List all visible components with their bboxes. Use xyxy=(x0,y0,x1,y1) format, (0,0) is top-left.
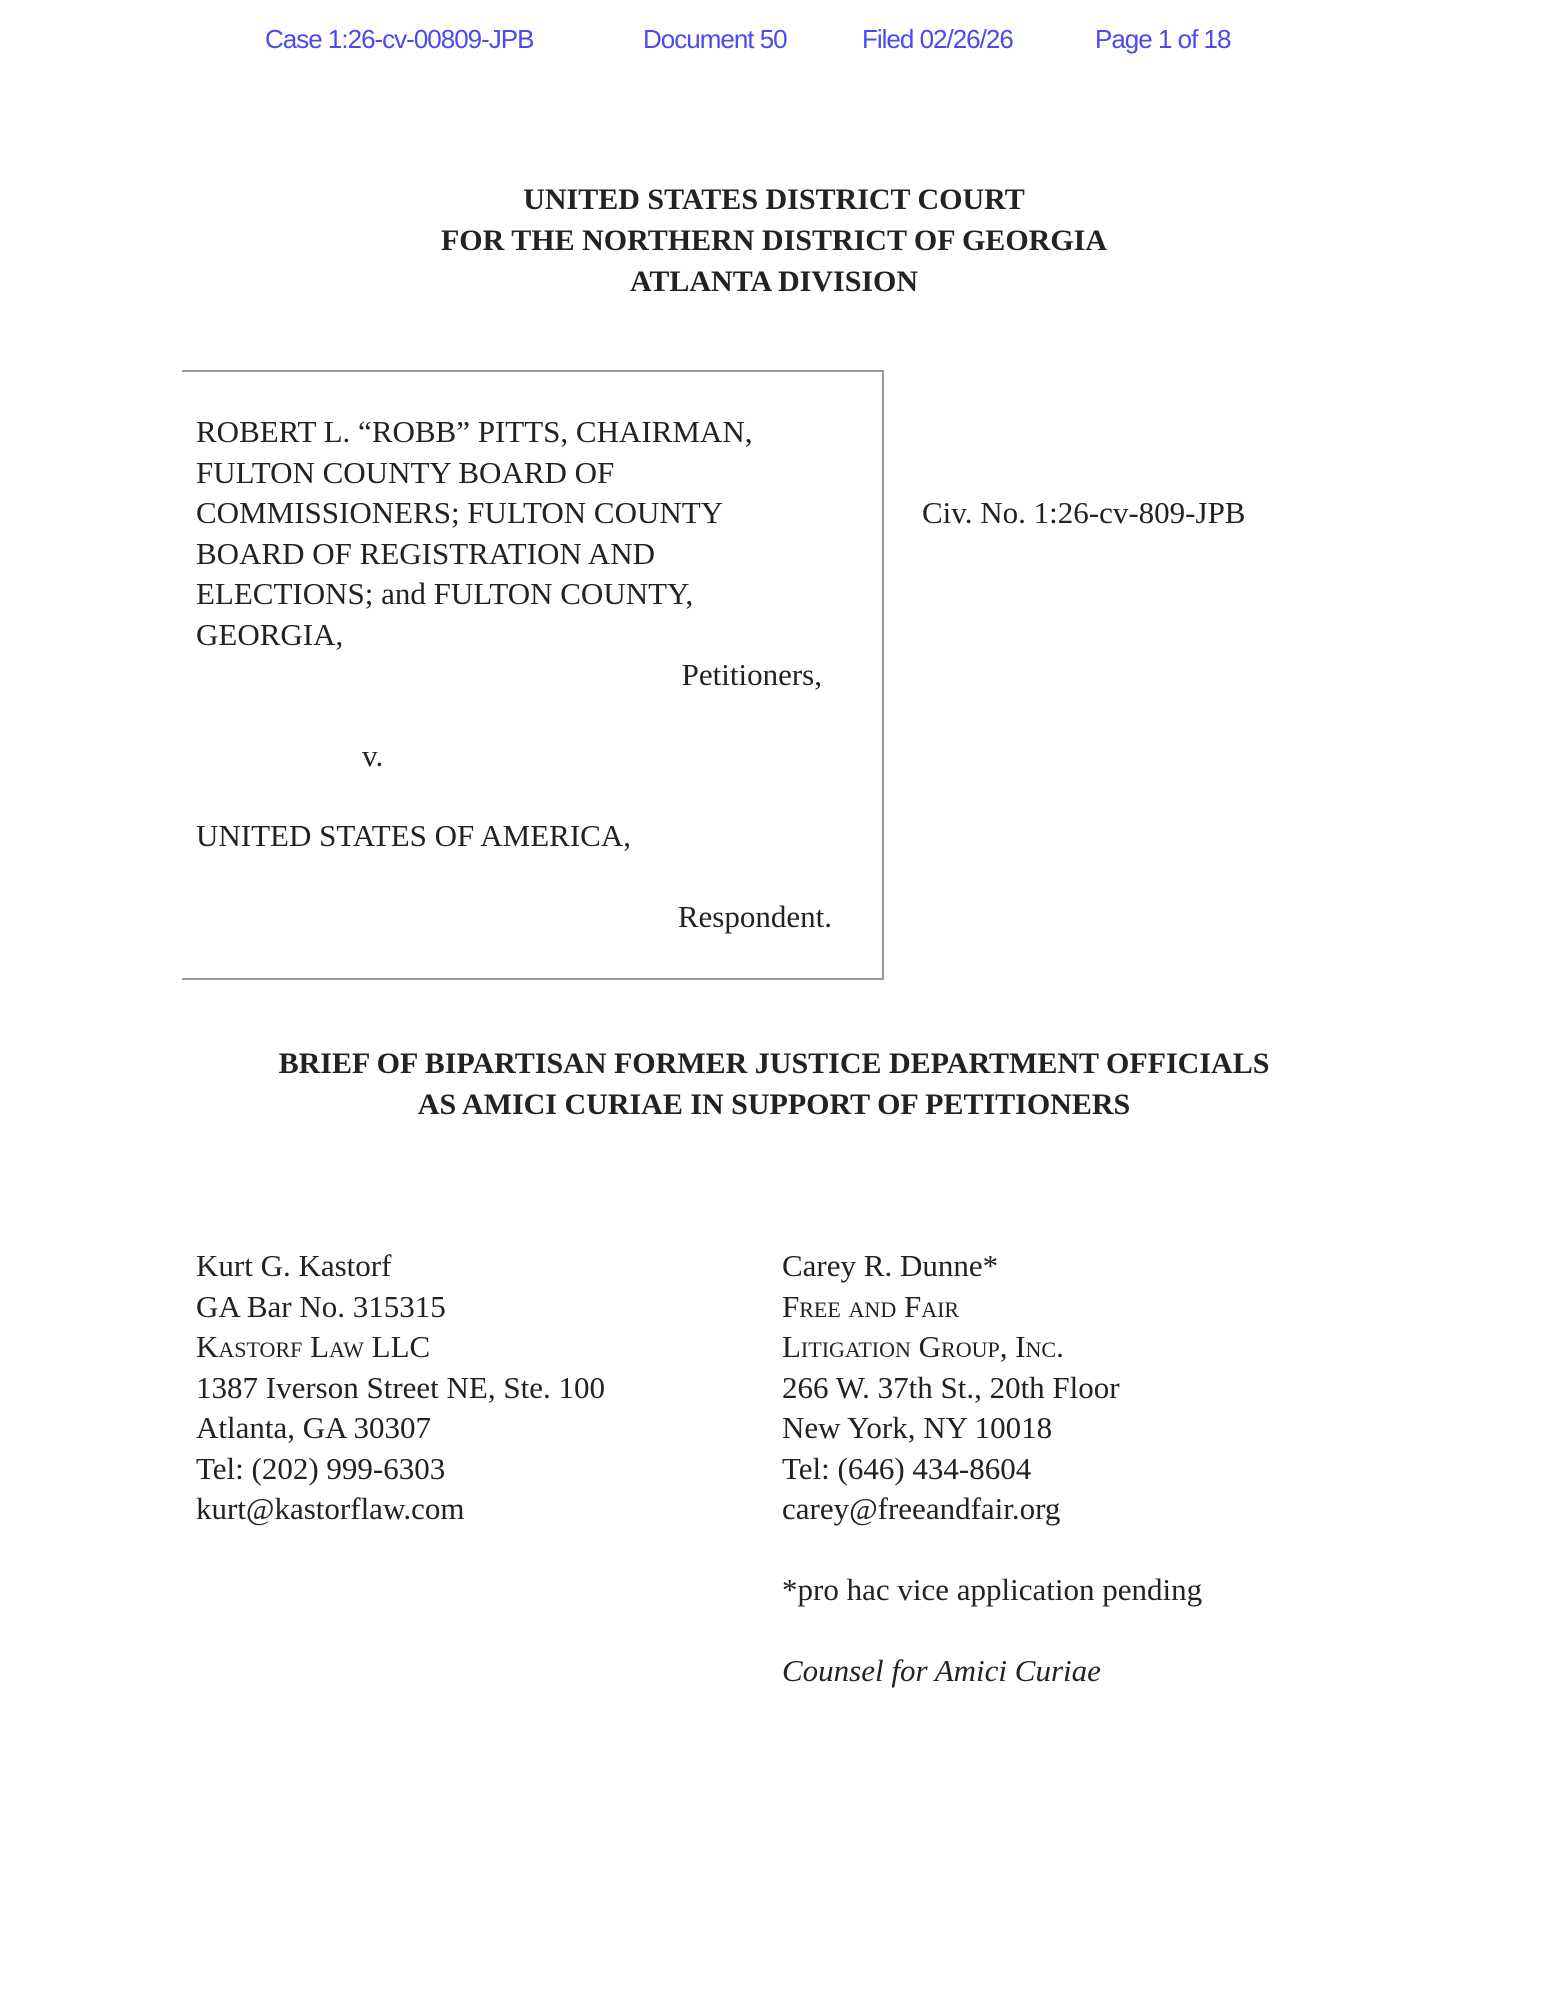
petitioner-line: COMMISSIONERS; FULTON COUNTY xyxy=(196,495,724,530)
counsel-phone: Tel: (202) 999-6303 xyxy=(196,1450,446,1486)
court-district: FOR THE NORTHERN DISTRICT OF GEORGIA xyxy=(440,224,1107,257)
counsel-for: Counsel for Amici Curiae xyxy=(782,1653,1101,1688)
counsel-firm: Free and Fair xyxy=(782,1288,960,1324)
counsel-name: Kurt G. Kastorf xyxy=(196,1248,392,1283)
court-name: UNITED STATES DISTRICT COURT xyxy=(523,183,1025,216)
petitioner-line: ELECTIONS; and FULTON COUNTY, xyxy=(196,576,694,611)
counsel-phone: Tel: (646) 434-8604 xyxy=(782,1450,1032,1486)
petitioner-line: GEORGIA, xyxy=(196,616,344,652)
brief-title-line-2: AS AMICI CURIAE IN SUPPORT OF PETITIONERS xyxy=(417,1088,1131,1121)
header-document: Document 50 xyxy=(643,24,787,54)
counsel-email: carey@freeandfair.org xyxy=(782,1491,1061,1526)
counsel-name: Carey R. Dunne* xyxy=(782,1248,999,1283)
case-number: Civ. No. 1:26-cv-809-JPB xyxy=(922,495,1246,530)
counsel-city: New York, NY 10018 xyxy=(782,1410,1053,1445)
header-page: Page 1 of 18 xyxy=(1095,24,1231,54)
brief-title-line-1: BRIEF OF BIPARTISAN FORMER JUSTICE DEPARTMENT OFFICIALS xyxy=(278,1047,1270,1080)
counsel-left xyxy=(196,1246,605,1530)
counsel-firm: Kastorf Law LLC xyxy=(196,1329,431,1364)
petitioner-line: BOARD OF REGISTRATION AND xyxy=(196,535,656,571)
header-filed: Filed 02/26/26 xyxy=(862,24,1013,54)
counsel-right xyxy=(782,1246,1120,1530)
respondent: UNITED STATES OF AMERICA, xyxy=(196,818,631,853)
respondent-label: Respondent. xyxy=(677,899,832,934)
counsel-address: 266 W. 37th St., 20th Floor xyxy=(782,1369,1120,1405)
counsel-address: 1387 Iverson Street NE, Ste. 100 xyxy=(196,1369,605,1405)
petitioners-block xyxy=(196,412,752,655)
counsel-city: Atlanta, GA 30307 xyxy=(196,1410,432,1445)
versus: v. xyxy=(362,738,384,773)
counsel-bar: GA Bar No. 315315 xyxy=(196,1288,446,1324)
header-case: Case 1:26-cv-00809-JPB xyxy=(265,24,534,54)
petitioner-line: ROBERT L. “ROBB” PITTS, CHAIRMAN, xyxy=(196,414,753,449)
counsel-firm: Litigation Group, Inc. xyxy=(782,1329,1064,1364)
counsel-email: kurt@kastorflaw.com xyxy=(196,1491,465,1526)
court-division: ATLANTA DIVISION xyxy=(629,265,919,298)
petitioner-line: FULTON COUNTY BOARD OF xyxy=(196,454,615,490)
petitioners-label: Petitioners, xyxy=(681,657,822,692)
pro-hac-note: *pro hac vice application pending xyxy=(782,1572,1203,1607)
